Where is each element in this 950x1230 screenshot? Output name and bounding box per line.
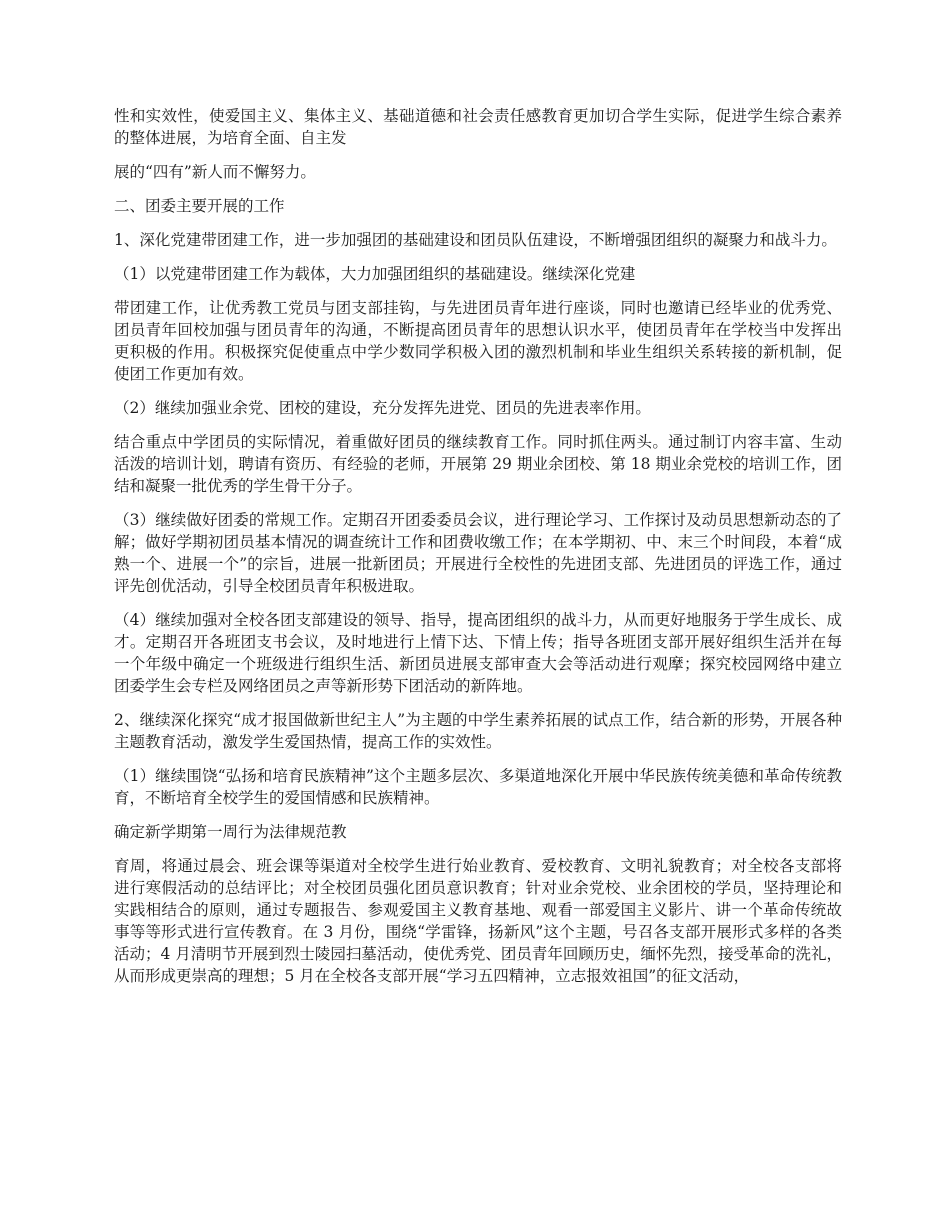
paragraph-2: 展的“四有”新人而不懈努力。 — [114, 163, 316, 181]
paragraph-education-week: 确定新学期第一周行为法律规范教 — [114, 823, 347, 841]
paragraph-sub-1: （1）以党建带团建工作为载体，大力加强团组织的基础建设。继续深化党建 — [114, 265, 636, 283]
paragraph-1: 性和实效性，使爱国主义、集体主义、基础道德和社会责任感教育更加切合学生实际，促进学生综合素养的整体进展，为培育全面、自主发 — [114, 107, 842, 147]
paragraph-sub-2-body: 结合重点中学团员的实际情况，着重做好团员的继续教育工作。同时抓住两头。通过制订内容丰富、生动活泼的培训计划，聘请有资历、有经验的老师，开展第 29 期业余团校、第 18 期业余党校的培训工作，团结和凝聚一批优秀的学生骨干分子。 — [114, 433, 842, 495]
paragraph-education-week-body: 育周，将通过晨会、班会课等渠道对全校学生进行始业教育、爱校教育、文明礼貌教育；对全校各支部将进行寒假活动的总结评比；对全校团员强化团员意识教育；针对业余党校、业余团校的学员，坚持理论和实践相结合的原则，通过专题报告、参观爱国主义教育基地、观看一部爱国主义影片、讲一个革命传统故事等等形式进行宣传教育。在 3 月份，围绕“学雷锋，扬新风”这个主题，号召各支部开展形式多样的各类活动；4 月清明节开展到烈士陵园扫墓活动，使优秀党、团员青年回顾历史，缅怀先烈，接受革命的洗礼，从而形成更崇高的理想；5 月在全校各支部开展“学习五四精神，立志报效祖国”的征文活动， — [114, 857, 842, 985]
section-heading: 二、团委主要开展的工作 — [114, 197, 285, 215]
paragraph-sub-2: （2）继续加强业余党、团校的建设，充分发挥先进党、团员的先进表率作用。 — [114, 399, 651, 417]
paragraph-item-2-sub-1: （1）继续围饶“弘扬和培育民族精神”这个主题多层次、多渠道地深化开展中华民族传统美德和革命传统教育，不断培育全校学生的爱国情感和民族精神。 — [114, 767, 842, 807]
paragraph-sub-3: （3）继续做好团委的常规工作。定期召开团委委员会议，进行理论学习、工作探讨及动员思想新动态的了解；做好学期初团员基本情况的调查统计工作和团费收缴工作；在本学期初、中、末三个时间段，本着“成熟一个、进展一个”的宗旨，进展一批新团员；开展进行全校性的先进团支部、先进团员的评选工作，通过评先创优活动，引导全校团员青年积极进取。 — [114, 511, 842, 595]
paragraph-item-1: 1、深化党建带团建工作，进一步加强团的基础建设和团员队伍建设，不断增强团组织的凝聚力和战斗力。 — [114, 231, 837, 249]
paragraph-sub-1-body: 带团建工作，让优秀教工党员与团支部挂钩，与先进团员青年进行座谈，同时也邀请已经毕业的优秀党、团员青年回校加强与团员青年的沟通，不断提高团员青年的思想认识水平，使团员青年在学校当中发挥出更积极的作用。积极探究促使重点中学少数同学积极入团的激烈机制和毕业生组织关系转接的新机制，促使团工作更加有效。 — [114, 299, 842, 383]
paragraph-item-2: 2、继续深化探究“成才报国做新世纪主人”为主题的中学生素养拓展的试点工作，结合新的形势，开展各种主题教育活动，激发学生爱国热情，提高工作的实效性。 — [114, 711, 842, 751]
document-body — [114, 105, 842, 999]
paragraph-sub-4: （4）继续加强对全校各团支部建设的领导、指导，提高团组织的战斗力，从而更好地服务于学生成长、成才。定期召开各班团支书会议，及时地进行上情下达、下情上传；指导各班团支部开展好组织生活并在每一个年级中确定一个班级进行组织生活、新团员进展支部审查大会等活动进行观摩；探究校园网络中建立团委学生会专栏及网络团员之声等新形势下团活动的新阵地。 — [114, 611, 842, 695]
